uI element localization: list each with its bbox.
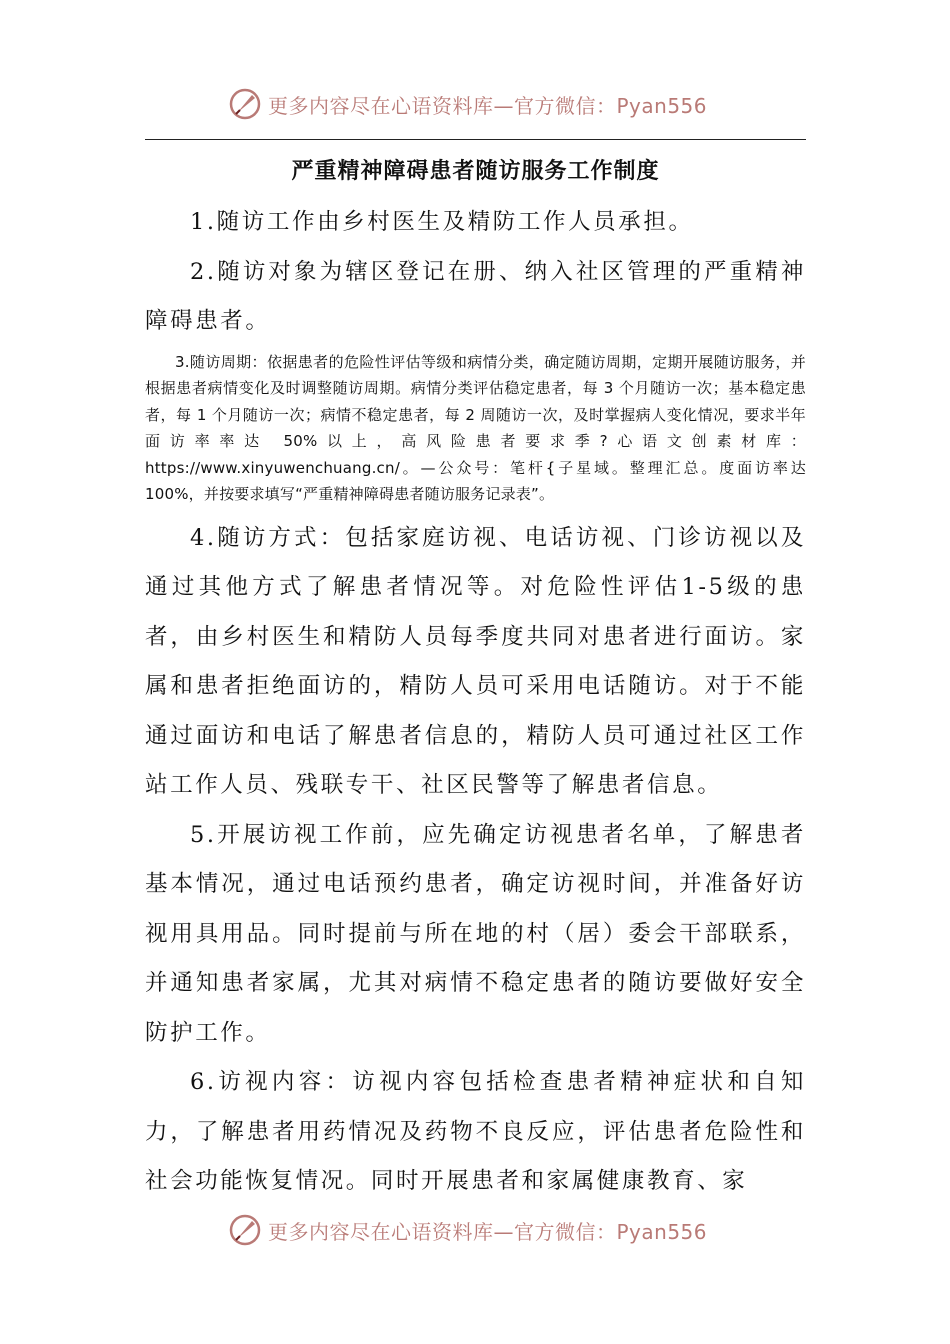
quill-logo-icon	[228, 1213, 262, 1247]
paragraph-2: 2.随访对象为辖区登记在册、纳入社区管理的严重精神障碍患者。	[145, 258, 806, 334]
document-title: 严重精神障碍患者随访服务工作制度	[291, 158, 660, 184]
document-body	[145, 198, 806, 1207]
paragraph-3-small: 3.随访周期：依据患者的危险性评估等级和病情分类，确定随访周期，定期开展随访服务，并根据患者病情变化及时调整随访周期。病情分类评估稳定患者，每 3 个月随访一次；基本稳定患者，每 1 个月随访一次；病情不稳定患者，每 2 周随访一次，及时掌握病人变化情况，要求半年面访率率达 50%以上，高风险患者要求季?心语文创素材库：https://www.xinyuwenchuang.cn/。—公众号：笔杆{子星域。整理汇总。度面访率达 100%，并按要求填写“严重精神障碍患者随访服务记录表”。	[145, 352, 806, 503]
header-divider	[145, 139, 806, 140]
paragraph-1: 1.随访工作由乡村医生及精防工作人员承担。	[190, 209, 694, 235]
banner-text: 更多内容尽在心语资料库—官方微信：Pyan556	[268, 93, 708, 118]
paragraph-5: 5.开展访视工作前，应先确定访视患者名单，了解患者基本情况，通过电话预约患者，确定访视时间，并准备好访视用具用品。同时提前与所在地的村（居）委会干部联系，并通知患者家属，尤其对病情不稳定患者的随访要做好安全防护工作。	[145, 821, 806, 1046]
quill-logo-icon	[228, 87, 262, 121]
paragraph-6: 6.访视内容：访视内容包括检查患者精神症状和自知力，了解患者用药情况及药物不良反应，评估患者危险性和社会功能恢复情况。同时开展患者和家属健康教育、家	[145, 1069, 806, 1194]
paragraph-4: 4.随访方式：包括家庭访视、电话访视、门诊访视以及通过其他方式了解患者情况等。对危险性评估1-5级的患者，由乡村医生和精防人员每季度共同对患者进行面访。家属和患者拒绝面访的，精防人员可采用电话随访。对于不能通过面访和电话了解患者信息的，精防人员可通过社区工作站工作人员、残联专干、社区民警等了解患者信息。	[145, 524, 806, 798]
footer-banner	[228, 1210, 707, 1250]
header-banner	[228, 84, 707, 124]
banner-text: 更多内容尽在心语资料库—官方微信：Pyan556	[268, 1219, 708, 1244]
